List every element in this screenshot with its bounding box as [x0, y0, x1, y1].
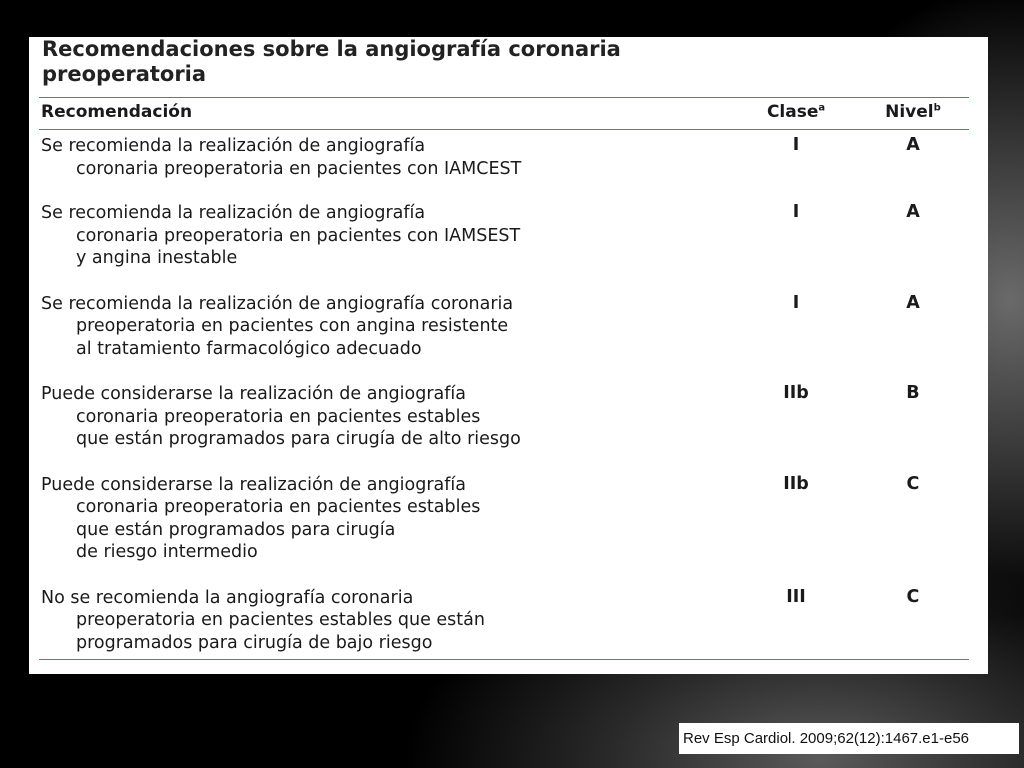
- header-nivel-footnote: b: [933, 102, 941, 114]
- recommendation-text-line: Se recomienda la realización de angiografía: [41, 136, 426, 156]
- recommendation-text-line: preoperatoria en pacientes con angina resistente: [76, 316, 509, 336]
- nivel-cell: A: [906, 135, 920, 155]
- table-row: [39, 383, 969, 474]
- recommendation-text-line: preoperatoria en pacientes estables que están: [76, 610, 485, 630]
- header-clase-footnote: a: [818, 102, 826, 114]
- recommendation-cell: [39, 383, 735, 474]
- recommendations-table: [39, 97, 969, 660]
- recommendation-text-line: No se recomienda la angiografía coronaria: [41, 587, 414, 608]
- header-clase: Clase$^a$: [766, 102, 826, 122]
- recommendation-text-line: que están programados para cirugía de alto riesgo: [76, 429, 521, 449]
- nivel-cell: A: [906, 202, 920, 222]
- header-recomendacion: Recomendación: [41, 102, 193, 122]
- clase-cell: I: [792, 202, 800, 222]
- clase-cell: I: [792, 292, 800, 313]
- table-row: [39, 130, 969, 203]
- recommendation-text-line: coronaria preoperatoria en pacientes con IAMSEST: [76, 225, 521, 246]
- nivel-cell: B: [906, 383, 920, 403]
- recommendation-cell: [39, 587, 735, 660]
- recommendation-text-line: coronaria preoperatoria en pacientes con IAMCEST: [76, 158, 522, 179]
- recommendation-text-line: al tratamiento farmacológico adecuado: [76, 338, 422, 359]
- slide-title-line-2: preoperatoria: [42, 62, 207, 86]
- table-row: [39, 587, 969, 660]
- recommendation-text-line: coronaria preoperatoria en pacientes estables: [76, 497, 481, 517]
- recommendation-cell: [39, 202, 735, 293]
- recommendation-text-line: Puede considerarse la realización de angiografía: [41, 474, 467, 495]
- nivel-cell: C: [906, 586, 920, 607]
- header-nivel: Nivel$^b$: [885, 102, 941, 122]
- table-row: [39, 202, 969, 293]
- nivel-cell: A: [906, 292, 920, 313]
- clase-cell: IIb: [783, 473, 809, 494]
- recommendation-text-line: de riesgo intermedio: [76, 542, 258, 562]
- table-body: [39, 130, 969, 660]
- recommendation-text-line: programados para cirugía de bajo riesgo: [76, 632, 433, 653]
- nivel-cell: C: [906, 473, 920, 494]
- table-panel: [29, 37, 988, 674]
- table-row: [39, 293, 969, 384]
- recommendation-text-line: coronaria preoperatoria en pacientes estables: [76, 406, 481, 427]
- recommendation-cell: [39, 130, 735, 203]
- table-header-row: [39, 98, 969, 130]
- recommendation-cell: [39, 293, 735, 384]
- recommendation-text-line: Se recomienda la realización de angiografía: [41, 203, 426, 223]
- recommendation-text-line: y angina inestable: [76, 248, 238, 268]
- clase-cell: I: [792, 135, 800, 155]
- recommendation-text-line: Se recomienda la realización de angiografía coronaria: [41, 293, 514, 314]
- table-row: [39, 474, 969, 587]
- slide-title: [42, 37, 942, 87]
- clase-cell: IIb: [783, 383, 809, 403]
- recommendation-cell: [39, 474, 735, 587]
- citation: Rev Esp Cardiol. 2009;62(12):1467.e1-e56: [679, 723, 1019, 754]
- recommendation-text-line: que están programados para cirugía: [76, 519, 396, 540]
- recommendation-text-line: Puede considerarse la realización de angiografía: [41, 384, 467, 404]
- slide-title-line-1: Recomendaciones sobre la angiografía coronaria: [42, 37, 621, 61]
- clase-cell: III: [786, 586, 806, 607]
